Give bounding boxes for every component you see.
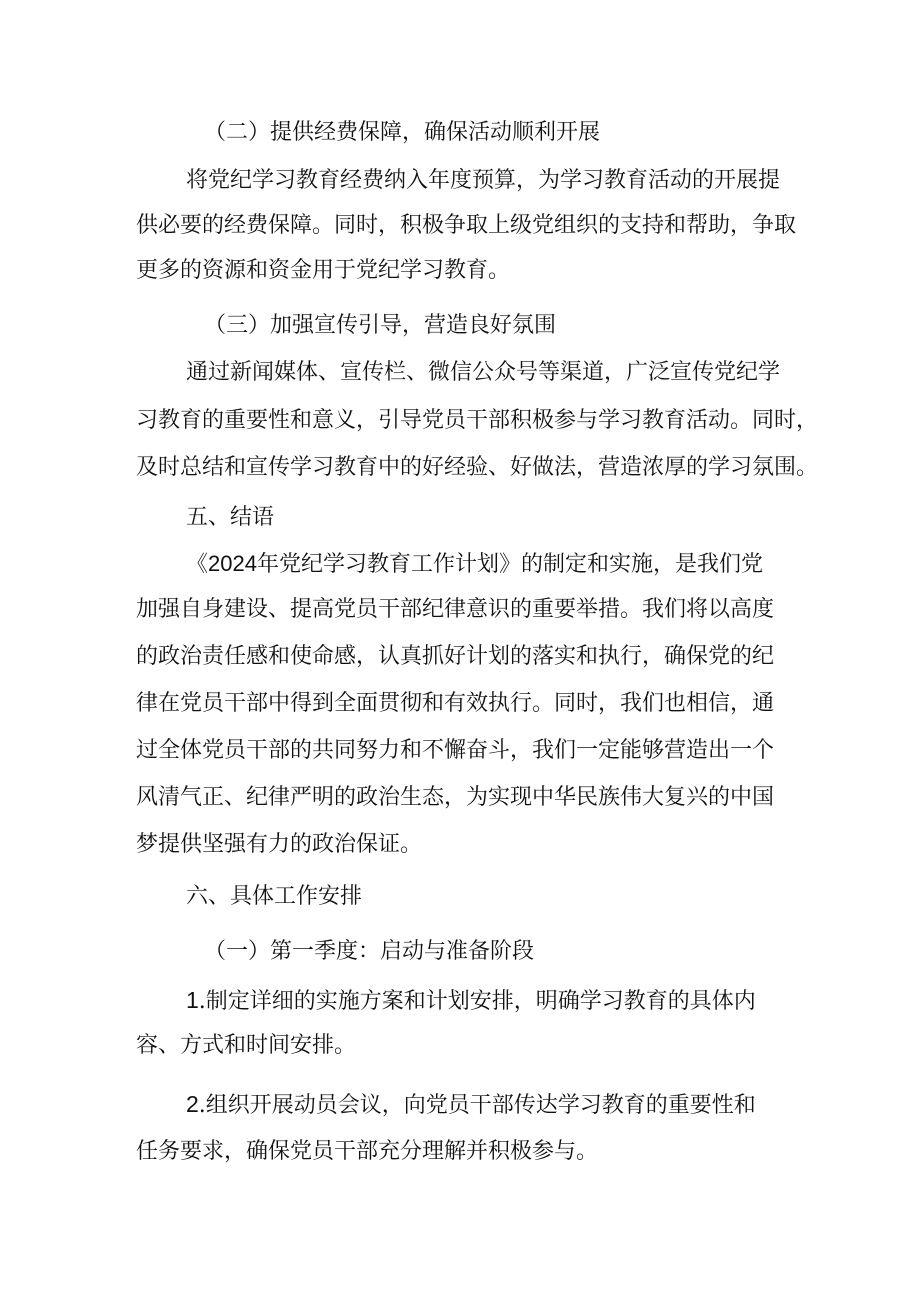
paragraph-line: 通过新闻媒体、宣传栏、微信公众号等渠道，广泛宣传党纪学 — [186, 360, 781, 385]
item-text: .组织开展动员会议，向党员干部传达学习教育的重要性和 — [198, 1093, 756, 1118]
paragraph-line: 习教育的重要性和意义，引导党员干部积极参与学习教育活动。同时， — [136, 408, 819, 433]
subsection-heading-q1: （一）第一季度：启动与准备阶段 — [204, 939, 535, 964]
paragraph-line: 将党纪学习教育经费纳入年度预算，为学习教育活动的开展提 — [186, 168, 781, 193]
item-number: 1 — [186, 987, 199, 1013]
paragraph-line: 过全体党员干部的共同努力和不懈奋斗，我们一定能够营造出一个 — [136, 738, 775, 763]
paragraph-line: 任务要求，确保党员干部充分理解并积极参与。 — [136, 1139, 599, 1164]
list-item — [0, 985, 920, 1017]
paragraph-line: 风清气正、纪律严明的政治生态，为实现中华民族伟大复兴的中国 — [136, 785, 775, 810]
section-heading-conclusion: 五、结语 — [186, 505, 275, 530]
paragraph-line: 供必要的经费保障。同时，积极争取上级党组织的支持和帮助，争取 — [136, 213, 797, 238]
item-text: .制定详细的实施方案和计划安排，明确学习教育的具体内 — [198, 989, 756, 1014]
quote-open: 《 — [186, 552, 209, 577]
paragraph-line: 及时总结和宣传学习教育中的好经验、好做法，营造浓厚的学习氛围。 — [136, 455, 819, 480]
list-item — [0, 1089, 920, 1121]
paragraph-line: 律在党员干部中得到全面贯彻和有效执行。同时，我们也相信，通 — [136, 691, 775, 716]
section-heading-schedule: 六、具体工作安排 — [186, 884, 363, 909]
paragraph-line: 梦提供坚强有力的政治保证。 — [136, 832, 423, 857]
section-heading-funding: （二）提供经费保障，确保活动顺利开展 — [204, 120, 601, 145]
paragraph-line — [0, 549, 920, 580]
item-number: 2 — [186, 1091, 199, 1117]
paragraph-line: 加强自身建设、提高党员干部纪律意识的重要举措。我们将以高度 — [136, 597, 775, 622]
paragraph-line: 更多的资源和资金用于党纪学习教育。 — [136, 258, 511, 283]
year-number: 2024 — [208, 551, 257, 576]
section-heading-publicity: （三）加强宣传引导，营造良好氛围 — [204, 313, 557, 338]
paragraph-line: 容、方式和时间安排。 — [136, 1033, 357, 1058]
paragraph-line: 的政治责任感和使命感，认真抓好计划的落实和执行，确保党的纪 — [136, 644, 775, 669]
line-text: 年党纪学习教育工作计划》的制定和实施，是我们党 — [256, 552, 763, 577]
